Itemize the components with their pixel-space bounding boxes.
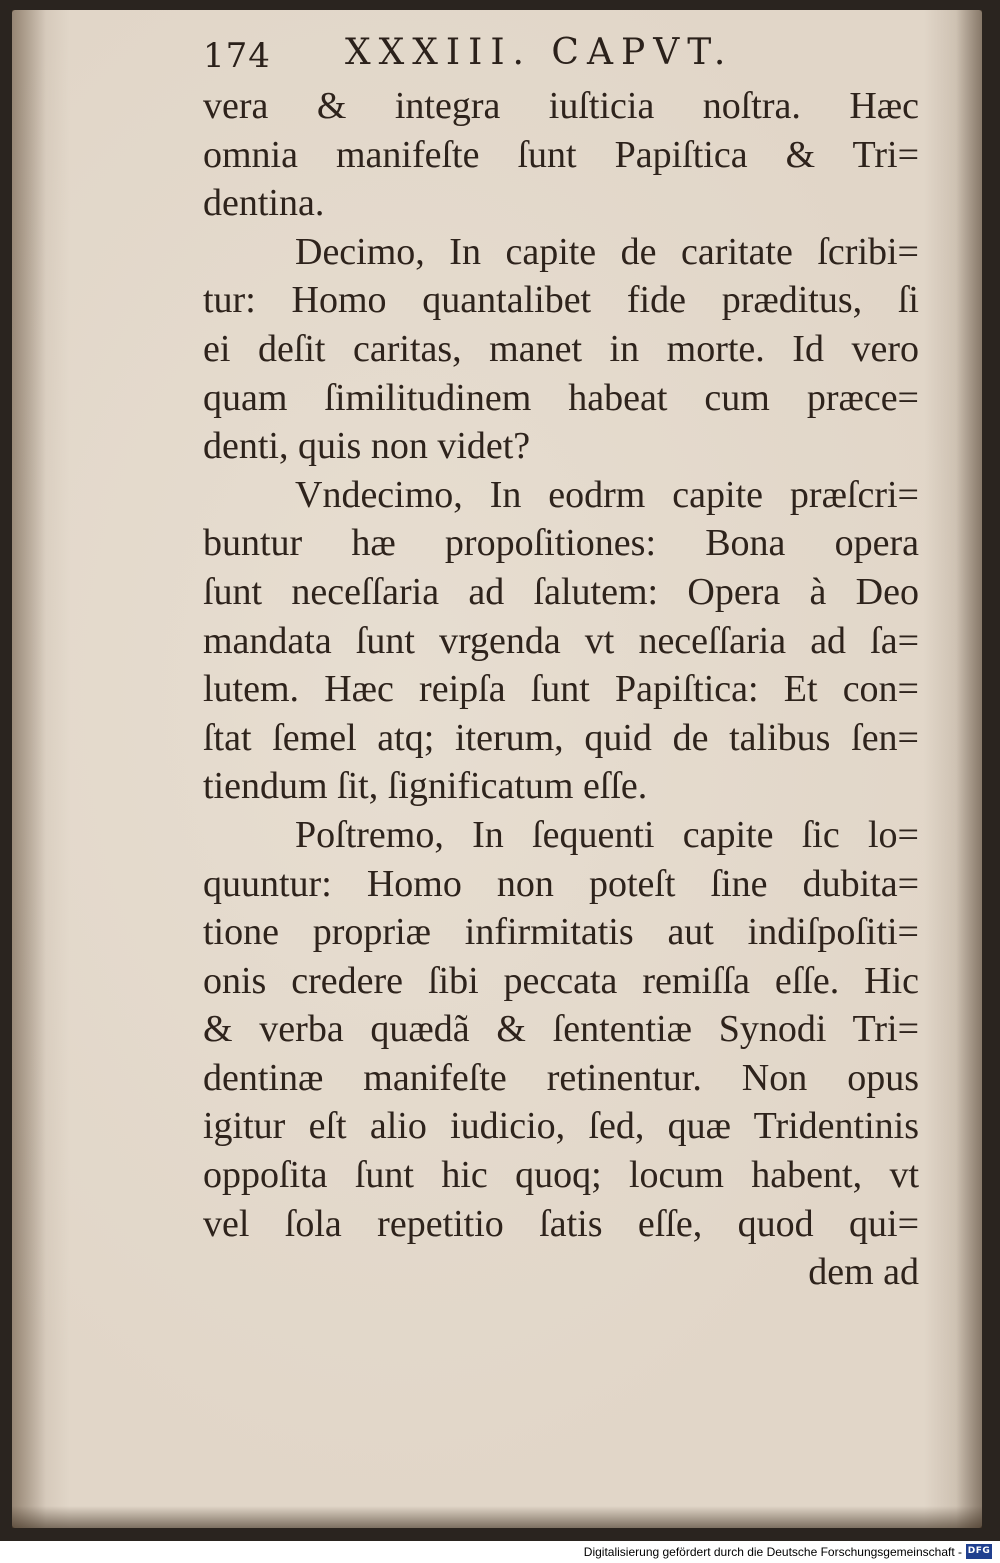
running-head: XXXIII. CAPVT. (345, 32, 734, 73)
catchword: dem ad (808, 1251, 919, 1294)
page-bottom-shadow (12, 1506, 982, 1528)
text-line: ſunt neceſſaria ad ſalutem: Opera à Deo (203, 570, 919, 613)
page-number: 174 (203, 36, 271, 76)
text-line: dentinæ manifeſte retinentur. Non opus (203, 1056, 919, 1099)
paragraph-start-line: Poſtremo, In ſequenti capite ſic lo= (295, 813, 919, 856)
text-line: igitur eſt alio iudicio, ſed, quæ Tridentinis (203, 1105, 919, 1148)
text-line: oppoſita ſunt hic quoq; locum habent, vt (203, 1154, 919, 1197)
text-line: tur: Homo quantalibet fide præditus, ſi (203, 279, 919, 322)
dfg-logo-icon: DFG (966, 1544, 992, 1559)
text-line: vera & integra iuſticia noſtra. Hæc (203, 85, 919, 127)
text-line: buntur hæ propoſitiones: Bona opera (203, 522, 919, 565)
digitization-footer (0, 1541, 1000, 1563)
text-line: vel ſola repetitio ſatis eſſe, quod qui= (203, 1202, 919, 1245)
text-line: tiendum ſit, ſignificatum eſſe. (203, 765, 648, 808)
text-line: dentina. (203, 182, 325, 225)
text-line: quam ſimilitudinem habeat cum præce= (203, 376, 919, 419)
text-line: tione propriæ infirmitatis aut indiſpoſiti= (203, 911, 919, 954)
text-line: ſtat ſemel atq; iterum, quid de talibus ſen= (203, 716, 919, 759)
text-line: onis credere ſibi peccata remiſſa eſſe. Hic (203, 959, 919, 1002)
funding-credit: Digitalisierung gefördert durch die Deutsche Forschungsgemeinschaft - (583, 1545, 962, 1559)
page-edge-shadow (956, 10, 982, 1528)
text-line: & verba quædã & ſententiæ Synodi Tri= (203, 1008, 919, 1051)
spine-shadow (12, 10, 46, 1528)
body-text (203, 82, 919, 1297)
page-header (203, 32, 823, 80)
paragraph-start-line: Decimo, In capite de caritate ſcribi= (295, 230, 919, 273)
text-line: ei deſit caritas, manet in morte. Id vero (203, 327, 919, 370)
text-line: omnia manifeſte ſunt Papiſtica & Tri= (203, 133, 919, 176)
text-line: quuntur: Homo non poteſt ſine dubita= (203, 862, 919, 905)
text-line: lutem. Hæc reipſa ſunt Papiſtica: Et con= (203, 668, 919, 711)
text-line: mandata ſunt vrgenda vt neceſſaria ad ſa= (203, 619, 919, 662)
paragraph-start-line: Vndecimo, In eodrm capite præſcri= (295, 473, 919, 516)
text-line: denti, quis non videt? (203, 425, 531, 468)
